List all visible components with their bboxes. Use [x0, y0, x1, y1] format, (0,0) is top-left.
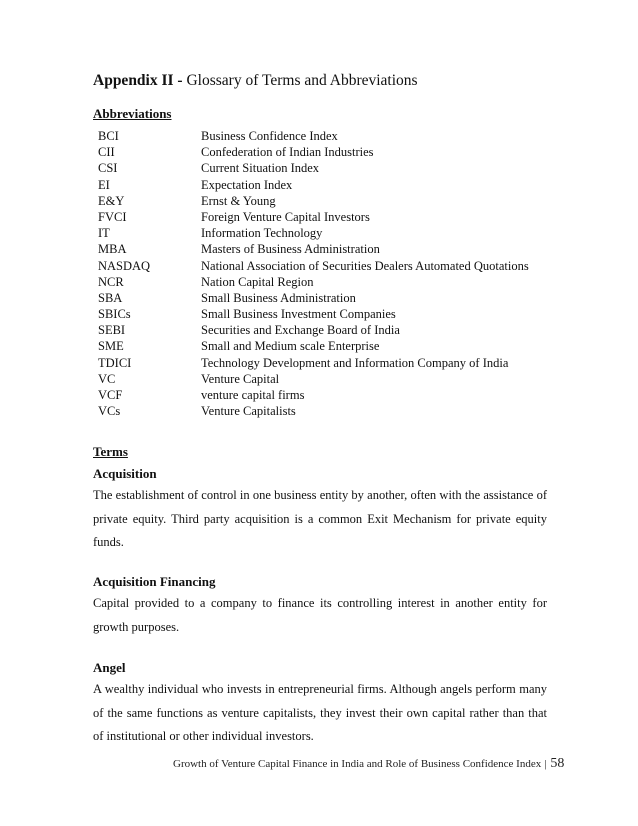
abbreviation-meaning: Technology Development and Information Company of India: [201, 355, 509, 370]
abbreviation-meaning: venture capital firms: [201, 388, 305, 402]
term-title: Angel: [93, 660, 126, 675]
page-footer: [173, 756, 564, 772]
abbreviation-meaning: Foreign Venture Capital Investors: [201, 209, 370, 224]
page-number: 58: [550, 756, 565, 771]
abbreviation-meaning: Masters of Business Administration: [201, 242, 380, 257]
abbreviation: IT: [98, 226, 110, 241]
abbreviation-row: [98, 241, 568, 257]
abbreviation-row: [98, 193, 568, 209]
abbreviation-meaning: Small Business Investment Companies: [201, 307, 396, 322]
abbreviation-meaning: Ernst & Young: [201, 193, 276, 208]
abbreviation-row: [98, 371, 568, 387]
abbreviation-meaning: Current Situation Index: [201, 161, 320, 176]
abbreviation-row: [98, 387, 568, 403]
abbreviation-meaning: Expectation Index: [201, 177, 293, 192]
abbreviation-row: [98, 258, 568, 274]
term-title: Acquisition: [93, 466, 157, 481]
abbreviation-meaning: Information Technology: [201, 226, 323, 241]
abbreviation: CII: [98, 145, 115, 160]
abbreviation-meaning: Securities and Exchange Board of India: [201, 323, 400, 338]
abbreviation: EI: [98, 177, 110, 192]
page-title: [93, 72, 418, 90]
footer-text: Growth of Venture Capital Finance in India and Role of Business Confidence Index: [173, 758, 542, 770]
term-definition: A wealthy individual who invests in entrepreneurial firms. Although angels perform many of the same functions as venture capitalists, they invest their own capital rather than that of institutional or other individual investors.: [93, 682, 547, 743]
abbreviation-meaning: Confederation of Indian Industries: [201, 145, 374, 160]
abbreviation-row: [98, 290, 568, 306]
abbreviation: SBA: [98, 290, 123, 305]
term-definition: The establishment of control in one business entity by another, often with the assistance of private equity. Third party acquisition is a common Exit Mechanism for private equity funds.: [93, 488, 547, 549]
page-title-rest: Glossary of Terms and Abbreviations: [186, 72, 418, 89]
abbreviation: VC: [98, 371, 116, 386]
abbreviation-row: [98, 322, 568, 338]
footer-separator: |: [544, 758, 547, 770]
abbreviation-row: [98, 403, 568, 419]
abbreviation-row: [98, 274, 568, 290]
abbreviation: E&Y: [98, 193, 125, 208]
abbreviation-meaning: Nation Capital Region: [201, 274, 314, 289]
abbreviation-row: [98, 144, 568, 160]
abbreviation: MBA: [98, 242, 127, 257]
abbreviation: NASDAQ: [98, 258, 151, 273]
terms-heading: Terms: [93, 444, 128, 459]
abbreviation-row: [98, 306, 568, 322]
abbreviation-row: [98, 355, 568, 371]
abbreviations-list: [98, 128, 568, 419]
abbreviation-row: [98, 160, 568, 176]
abbreviation-row: [98, 225, 568, 241]
abbreviation-row: [98, 128, 568, 144]
page-title-bold: Appendix II -: [93, 72, 183, 89]
abbreviation: FVCI: [98, 209, 127, 224]
abbreviation: SEBI: [98, 323, 126, 338]
abbreviations-heading: Abbreviations: [93, 106, 172, 121]
abbreviation-meaning: Small and Medium scale Enterprise: [201, 339, 380, 354]
term-title: Acquisition Financing: [93, 574, 216, 589]
abbreviation: CSI: [98, 161, 118, 176]
abbreviation: BCI: [98, 129, 119, 143]
abbreviation-meaning: Business Confidence Index: [201, 129, 338, 143]
abbreviation: NCR: [98, 274, 124, 289]
abbreviation: SME: [98, 339, 124, 354]
abbreviation-meaning: Venture Capital: [201, 371, 280, 386]
abbreviation: TDICI: [98, 355, 132, 370]
abbreviation-meaning: Small Business Administration: [201, 290, 356, 305]
term-definition: Capital provided to a company to finance its controlling interest in another entity for growth purposes.: [93, 596, 547, 634]
abbreviation-row: [98, 177, 568, 193]
abbreviation-row: [98, 209, 568, 225]
abbreviation: SBICs: [98, 307, 131, 322]
abbreviation-row: [98, 338, 568, 354]
abbreviation: VCF: [98, 388, 123, 402]
abbreviation-meaning: Venture Capitalists: [201, 404, 296, 419]
abbreviation-meaning: National Association of Securities Dealers Automated Quotations: [201, 258, 529, 273]
abbreviation: VCs: [98, 404, 121, 419]
